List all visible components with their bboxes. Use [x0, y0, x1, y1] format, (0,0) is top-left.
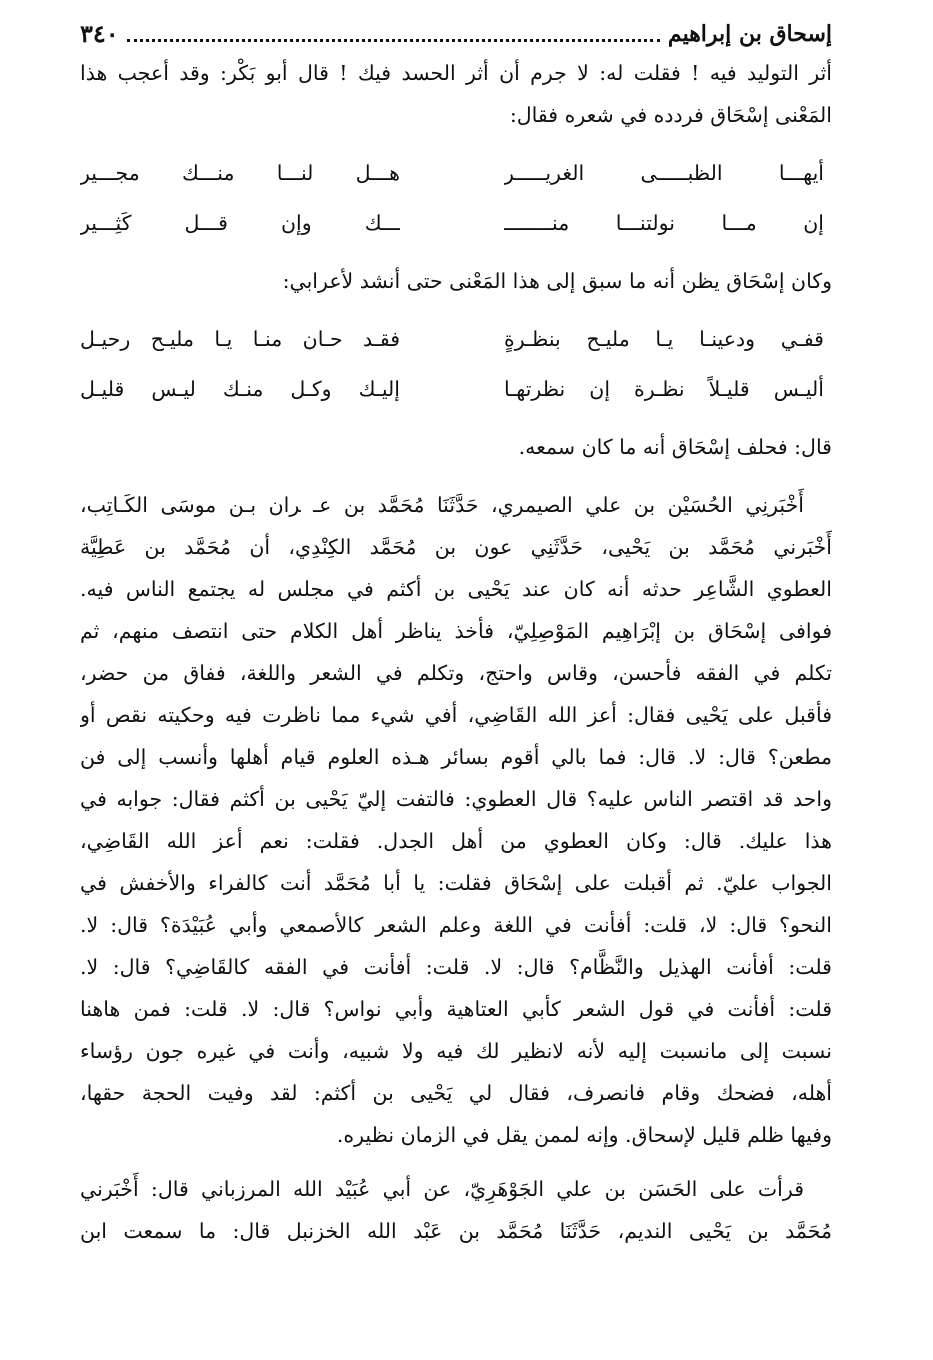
poem-bedouin — [80, 314, 832, 414]
text-line: قرأت على الحَسَن بن علي الجَوْهَرِيّ، عن أبي عُبَيْد الله المرزباني قال: أَخْبَرني — [80, 1177, 804, 1201]
text-line: فأقبل على يَحْيى فقال: أعز الله القَاضِي، أفي شيء مما ناظرت فيه وحكيته نقص أو — [80, 703, 832, 727]
text-line: الجواب عليّ. ثم أقبلت على إسْحَاق فقلت: يا أبا مُحَمَّد أنت كالفراء والأخفش في — [80, 871, 832, 895]
text-line: أَخْبَرنِي الحُسَيْن بن علي الصيمري، حَدَّثَنَا مُحَمَّد بن ﻋـ ﺮان بـن ﻣﻮسَى الكَـاتِب، — [80, 493, 804, 517]
text-line: فوافى إسْحَاق بن إبْرَاهِيم المَوْصِلِيّ، فأخذ يناظر أهل الكلام حتى انتصف منهم، ثم — [80, 619, 832, 643]
text-line: أثر التوليد فيه ! فقلت له: لا جرم أن أثر الحسد فيك ! قال أبو بَكْر: وقد أعجب هذا — [80, 61, 832, 85]
poem-verse — [80, 314, 832, 364]
text-line: النحو؟ قال: لا، قلت: أفأنت في اللغة وعلم الشعر كالأصمعي وأبي عُبَيْدَة؟ قال: لا. — [80, 913, 832, 937]
text-line: تكلم في الفقه فأحسن، وقاس واحتج، وتكلم في الشعر واللغة، ففاق من حضر، — [80, 661, 832, 685]
text-line: نسبت إلى مانسبت إليه لأنه لانظير لك فيه ولا شبيه، وأنت في غيره جون رؤساء — [80, 1039, 832, 1063]
poem-gazelle — [80, 148, 832, 248]
text-line: أهله، فضحك وقام فانصرف، فقال لي يَحْيى بن أكثم: لقد وفيت الحجة حقها، — [80, 1081, 832, 1105]
narration-paragraph-ishaq — [80, 484, 832, 1156]
verse-first-hemistich: إن مـــا نولتنـــا منــــــــ — [504, 211, 824, 235]
verse-second-hemistich: ـــك وإن قـــل كَثِـــير — [80, 211, 400, 235]
verse-first-hemistich: أيهـــا الظبـــــى الغريـــــر — [504, 161, 824, 185]
poem-verse — [80, 198, 832, 248]
intro-paragraph — [80, 52, 832, 136]
verse-first-hemistich: أليـس قليـلاً نظـرة إن نظرتهـا — [504, 377, 824, 401]
verse-second-hemistich: فقـد حـان منـا يـا مليـح رحيـل — [80, 327, 400, 351]
header-leader-dots — [127, 39, 660, 42]
text-line: هذا عليك. قال: وكان العطوي من أهل الجدل. فقلت: نعم أعز الله القَاضِي، — [80, 829, 832, 853]
poem-verse — [80, 364, 832, 414]
verse-second-hemistich: إليـك وكـل منـك ليـس قليـل — [80, 377, 400, 401]
text-line: مُحَمَّد بن يَحْيى النديم، حَدَّثَنَا مُحَمَّد بن عَبْد الله الخزنبل قال: ما سمعت ابن — [80, 1219, 832, 1243]
running-title: إسحاق بن إبراهيم — [667, 21, 832, 47]
verse-second-hemistich: هـــل لنـــا منـــك مجـــير — [80, 161, 400, 185]
text-line: وفيها ظلم قليل لإسحاق. وإنه لممن يقل في الزمان نظيره. — [336, 1123, 832, 1147]
text-line: مطعن؟ قال: لا. قال: فما بالي أقوم بسائر هـذه العلوم قيام أهلها وأنسب إلى فن — [80, 745, 832, 769]
running-header — [80, 12, 832, 52]
text-line: واحد قد اقتصر الناس عليه؟ قال العطوي: فالتفت إليّ يَحْيى بن أكثم فقال: جوابه في — [80, 787, 832, 811]
text-line: المَعْنى إسْحَاق فردده في شعره فقال: — [509, 103, 832, 127]
text-line: قال: فحلف إسْحَاق أنه ما كان سمعه. — [518, 435, 832, 459]
text-line: وكان إسْحَاق يظن أنه ما سبق إلى هذا المَعْنى حتى أنشد لأعرابي: — [282, 269, 832, 293]
text-line: قلت: أفأنت في قول الشعر كأبي العتاهية وأبي نواس؟ قال: لا. قلت: فمن هاهنا — [80, 997, 832, 1021]
text-line: أَخْبَرني مُحَمَّد بن يَحْيى، حَدَّثَنِي عون بن مُحَمَّد الكِنْدِي، أن مُحَمَّد بن عَطِيَّة — [80, 535, 832, 559]
verse-first-hemistich: قفـي ودعينـا يـا مليـح بنظـرةٍ — [504, 327, 824, 351]
narration-paragraph-jawhari — [80, 1168, 832, 1252]
text-line: قلت: أفأنت الهذيل والنَّظَّام؟ قال: لا. قلت: أفأنت في الفقه كالقَاضِي؟ قال: لا. — [80, 955, 832, 979]
page-number: ٣٤٠ — [80, 19, 119, 48]
poem-verse — [80, 148, 832, 198]
book-page — [80, 12, 832, 1252]
text-line: العطوي الشَّاعِر حدثه أنه كان عند يَحْيى بن أكثم في مجلس له يجتمع الناس فيه. — [80, 577, 832, 601]
